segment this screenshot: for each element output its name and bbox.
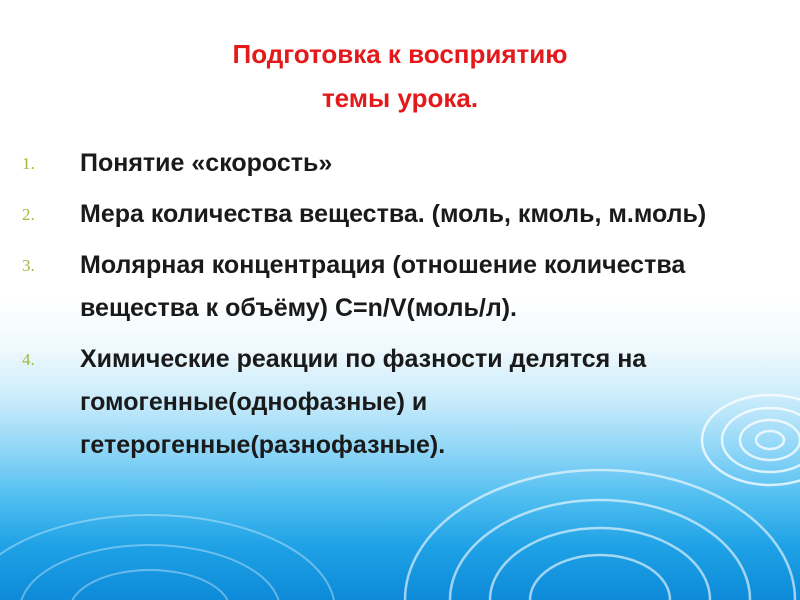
list-item bbox=[0, 244, 800, 330]
list-item-text: Мера количества вещества. (моль, кмоль, м.моль) bbox=[80, 200, 707, 228]
list-item-text: Химические реакции по фазности делятся на гомогенные(однофазные) и гетерогенные(разнофазные). bbox=[80, 345, 647, 459]
list-item bbox=[0, 193, 800, 236]
list-item bbox=[0, 338, 800, 467]
list-item-number: 4. bbox=[22, 350, 35, 369]
list-item bbox=[0, 142, 800, 185]
list-item-text: Молярная концентрация (отношение количества вещества к объёму) C=n/V(моль/л). bbox=[80, 251, 686, 322]
slide-title-line-2: темы урока. bbox=[321, 83, 479, 113]
list-item-number: 1. bbox=[22, 154, 35, 173]
list-item-number: 2. bbox=[22, 205, 35, 224]
list-item-number: 3. bbox=[22, 256, 35, 275]
list-item-text: Понятие «скорость» bbox=[80, 149, 333, 177]
topic-list bbox=[0, 142, 800, 475]
slide-title bbox=[130, 32, 670, 120]
slide-title-line-1: Подготовка к восприятию bbox=[232, 39, 568, 69]
